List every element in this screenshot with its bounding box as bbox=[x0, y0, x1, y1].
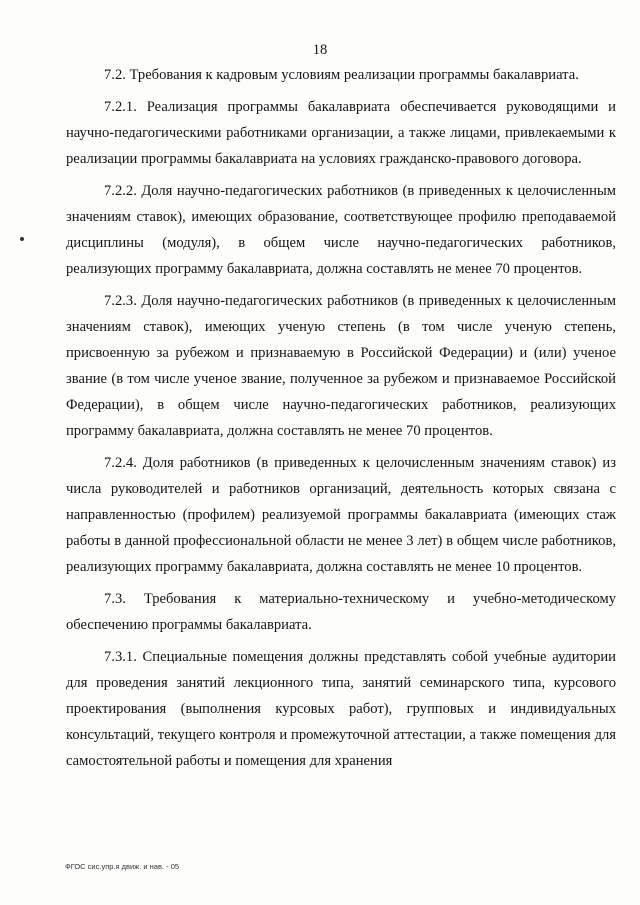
page-number: 18 bbox=[312, 42, 328, 58]
document-body bbox=[66, 62, 616, 780]
section-heading-7-3: 7.3. Требования к материально-техническому и учебно-методическому обеспечению программы бакалавриата. bbox=[66, 591, 616, 633]
paragraph-7-2-3: 7.2.3. Доля научно-педагогических работников (в приведенных к целочисленным значениям ставок), имеющих ученую степень (в том числе ученую степень, присвоенную за рубежом и признаваемую в Российской Федерации) и (или) ученое звание (в том числе ученое звание, полученное за рубежом и признаваемое Российской Федерации), в общем числе научно-педагогических работников, реализующих программу бакалавриата, должна составлять не менее 70 процентов. bbox=[66, 293, 616, 439]
scan-mark bbox=[20, 237, 24, 241]
paragraph-7-2-2: 7.2.2. Доля научно-педагогических работников (в приведенных к целочисленным значениям ставок), имеющих образование, соответствующее профилю преподаваемой дисциплины (модуля), в общем числе научно-педагогических работников, реализующих программу бакалавриата, должна составлять не менее 70 процентов. bbox=[66, 183, 616, 277]
section-heading-7-2: 7.2. Требования к кадровым условиям реализации программы бакалавриата. bbox=[104, 67, 579, 83]
paragraph-7-2-1: 7.2.1. Реализация программы бакалавриата обеспечивается руководящими и научно-педагогическими работниками организации, а также лицами, привлекаемыми к реализации программы бакалавриата на условиях гражданско-правового договора. bbox=[66, 99, 616, 167]
paragraph-7-3-1: 7.3.1. Специальные помещения должны представлять собой учебные аудитории для проведения занятий лекционного типа, занятий семинарского типа, курсового проектирования (выполнения курсовых работ), групповых и индивидуальных консультаций, текущего контроля и промежуточной аттестации, а также помещения для самостоятельной работы и помещения для хранения bbox=[66, 649, 616, 769]
paragraph-7-2-4: 7.2.4. Доля работников (в приведенных к целочисленным значениям ставок) из числа руководителей и работников организаций, деятельность которых связана с направленностью (профилем) реализуемой программы бакалавриата (имеющих стаж работы в данной профессиональной области не менее 3 лет) в общем числе работников, реализующих программу бакалавриата, должна составлять не менее 10 процентов. bbox=[66, 455, 616, 575]
footer-code: ФГОС сис.упр.я движ. и нав. - 05 bbox=[65, 862, 180, 871]
